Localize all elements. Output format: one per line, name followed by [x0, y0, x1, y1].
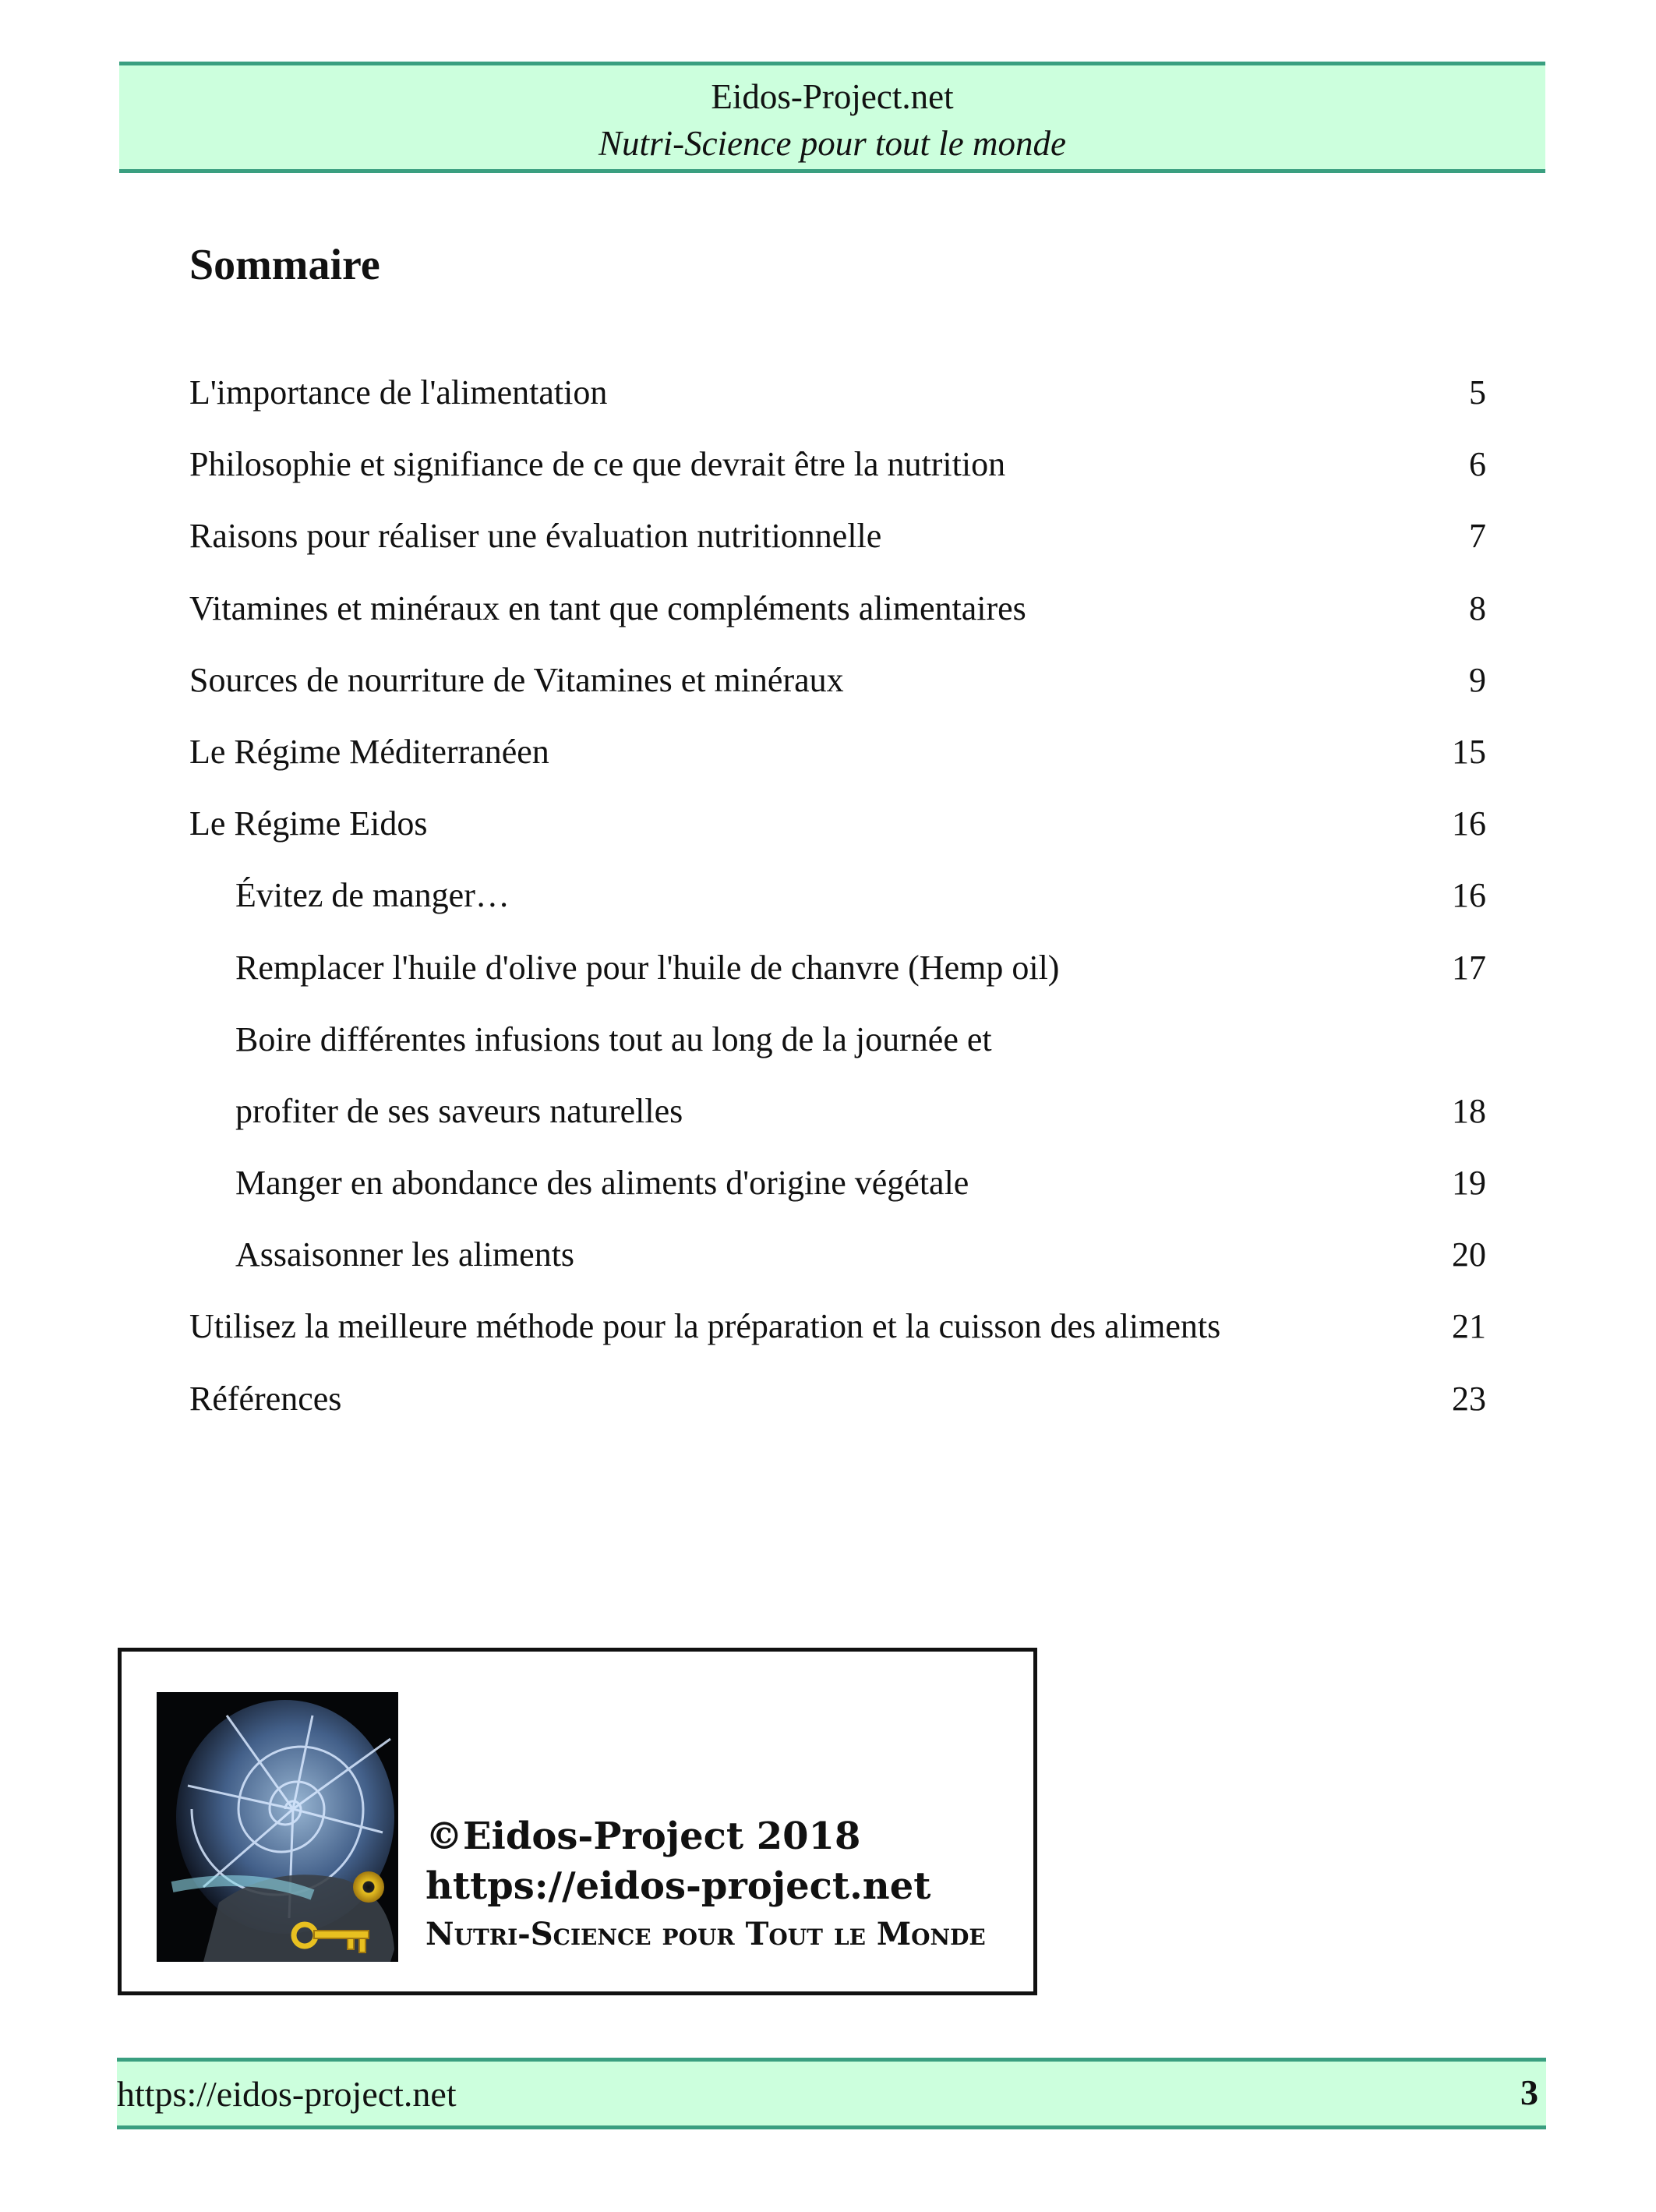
toc-entry-page: 19 — [1452, 1164, 1486, 1203]
toc-entry[interactable] — [189, 1079, 1486, 1150]
toc-entry-label: Utilisez la meilleure méthode pour la préparation et la cuisson des aliments — [189, 1307, 1221, 1346]
toc-entry-page: 7 — [1469, 517, 1486, 556]
toc-entry[interactable] — [189, 1150, 1486, 1222]
page-header — [119, 62, 1545, 173]
toc-entry[interactable] — [189, 791, 1486, 863]
toc-entry[interactable] — [189, 432, 1486, 504]
table-of-contents — [189, 360, 1486, 1438]
copyright-line: ©Eidos-Project 2018 — [425, 1814, 861, 1858]
page-number: 3 — [1520, 2072, 1538, 2112]
toc-entry-label: Remplacer l'huile d'olive pour l'huile de chanvre (Hemp oil) — [235, 948, 1060, 987]
copyright-url: https://eidos-project.net — [425, 1864, 931, 1908]
toc-entry-label: Vitamines et minéraux en tant que compléments alimentaires — [189, 588, 1026, 627]
toc-entry[interactable] — [189, 719, 1486, 791]
toc-entry[interactable] — [189, 576, 1486, 648]
toc-entry-page: 23 — [1452, 1379, 1486, 1418]
toc-entry[interactable] — [189, 360, 1486, 432]
toc-entry-page: 6 — [1469, 445, 1486, 484]
toc-entry-label: profiter de ses saveurs naturelles — [235, 1091, 683, 1130]
toc-entry-page: 8 — [1469, 588, 1486, 627]
toc-entry-page: 16 — [1452, 876, 1486, 915]
toc-entry-label: Références — [189, 1379, 342, 1418]
toc-entry-page: 15 — [1452, 732, 1486, 771]
toc-entry[interactable] — [189, 935, 1486, 1007]
toc-entry-page: 21 — [1452, 1307, 1486, 1346]
toc-entry-label: L'importance de l'alimentation — [189, 373, 608, 412]
footer-url[interactable]: https://eidos-project.net — [117, 2074, 457, 2114]
toc-entry-label: Manger en abondance des aliments d'origine végétale — [235, 1164, 969, 1203]
header-subtitle: Nutri-Science pour tout le monde — [598, 124, 1066, 163]
nautilus-owl-key-logo — [157, 1692, 398, 1962]
copyright-text — [425, 1811, 986, 1958]
toc-entry-label: Sources de nourriture de Vitamines et minéraux — [189, 660, 844, 699]
toc-entry-page: 16 — [1452, 804, 1486, 843]
toc-entry-page: 5 — [1469, 373, 1486, 412]
toc-entry-label: Assaisonner les aliments — [235, 1235, 575, 1274]
toc-entry-label: Raisons pour réaliser une évaluation nutritionnelle — [189, 517, 882, 556]
header-site-name: Eidos-Project.net — [711, 77, 954, 116]
copyright-tagline: Nutri-Science pour Tout le Monde — [425, 1916, 986, 1952]
copyright-box — [118, 1648, 1037, 1995]
toc-entry-label: Le Régime Méditerranéen — [189, 732, 549, 771]
toc-entry-label: Évitez de manger… — [235, 876, 510, 915]
toc-entry-page: 18 — [1452, 1091, 1486, 1130]
toc-title: Sommaire — [189, 241, 380, 289]
toc-entry[interactable] — [189, 504, 1486, 575]
toc-entry[interactable] — [189, 1007, 1486, 1079]
toc-entry-page: 9 — [1469, 660, 1486, 699]
toc-entry[interactable] — [189, 1294, 1486, 1366]
toc-entry[interactable] — [189, 1222, 1486, 1294]
toc-entry[interactable] — [189, 1366, 1486, 1438]
page-footer — [117, 2058, 1546, 2129]
toc-entry-page: 17 — [1452, 948, 1486, 987]
toc-entry-label: Boire différentes infusions tout au long de la journée et — [235, 1019, 992, 1058]
toc-entry-label: Philosophie et signifiance de ce que devrait être la nutrition — [189, 445, 1006, 484]
toc-entry-label: Le Régime Eidos — [189, 804, 428, 843]
toc-entry[interactable] — [189, 863, 1486, 935]
toc-entry-page: 20 — [1452, 1235, 1486, 1274]
toc-entry[interactable] — [189, 648, 1486, 719]
